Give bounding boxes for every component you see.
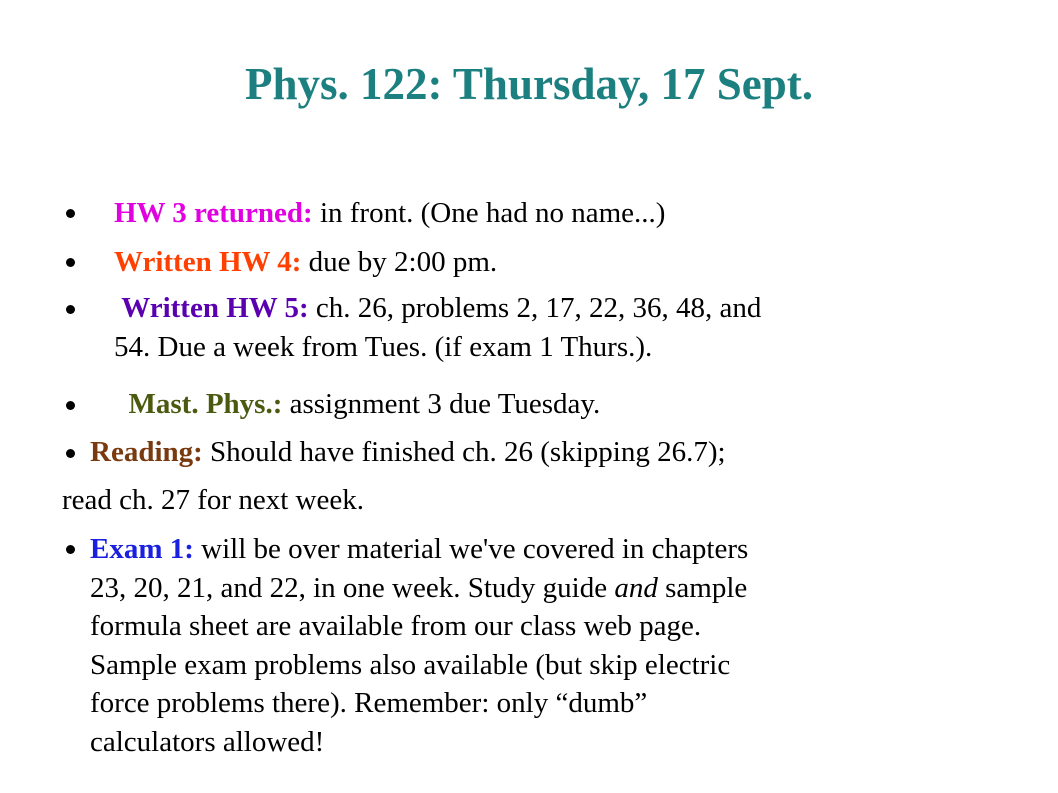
list-item-mastering-physics <box>114 384 600 424</box>
bullet-dot <box>66 449 75 458</box>
list-item-hw4 <box>114 242 497 282</box>
item-label: Written HW 4: <box>114 246 302 278</box>
item-label: Mast. Phys.: <box>128 388 283 420</box>
item-label: Reading: <box>90 436 203 468</box>
item-line <box>114 289 761 328</box>
list-item-hw3 <box>114 193 665 233</box>
item-line: 54. Due a week from Tues. (if exam 1 Thurs.). <box>114 330 653 363</box>
item-line: force problems there). Remember: only “dumb” <box>90 687 648 719</box>
item-line: Sample exam problems also available (but skip electric <box>90 648 731 681</box>
reading-continuation: read ch. 27 for next week. <box>62 484 364 516</box>
item-text: sample <box>657 571 748 604</box>
item-label: Exam 1: <box>90 533 194 565</box>
list-item-reading <box>90 432 726 472</box>
list-item-hw5 <box>114 289 761 366</box>
item-text: ch. 26, problems 2, 17, 22, 36, 48, and <box>308 292 762 324</box>
bullet-dot <box>66 401 75 410</box>
item-line <box>90 569 748 608</box>
item-text: due by 2:00 pm. <box>301 246 498 278</box>
item-line: calculators allowed! <box>90 725 325 758</box>
item-label: HW 3 returned: <box>114 197 313 229</box>
list-item-exam1 <box>90 530 748 761</box>
bullet-dot <box>66 209 75 218</box>
item-text: Should have finished ch. 26 (skipping 26.7); <box>202 436 726 468</box>
bullet-dot <box>66 305 75 314</box>
item-line <box>90 530 748 569</box>
bullet-dot <box>66 545 75 554</box>
page-title: Phys. 122: Thursday, 17 Sept. <box>244 59 814 109</box>
item-text: will be over material we've covered in chapters <box>193 533 749 565</box>
bullet-dot <box>66 258 75 267</box>
item-text: in front. (One had no name...) <box>312 197 666 229</box>
emphasis-text: and <box>614 571 658 604</box>
item-text: 23, 20, 21, and 22, in one week. Study guide <box>90 571 615 604</box>
item-text: assignment 3 due Tuesday. <box>282 388 601 420</box>
item-label: Written HW 5: <box>121 292 309 324</box>
item-line: formula sheet are available from our class web page. <box>90 610 702 642</box>
